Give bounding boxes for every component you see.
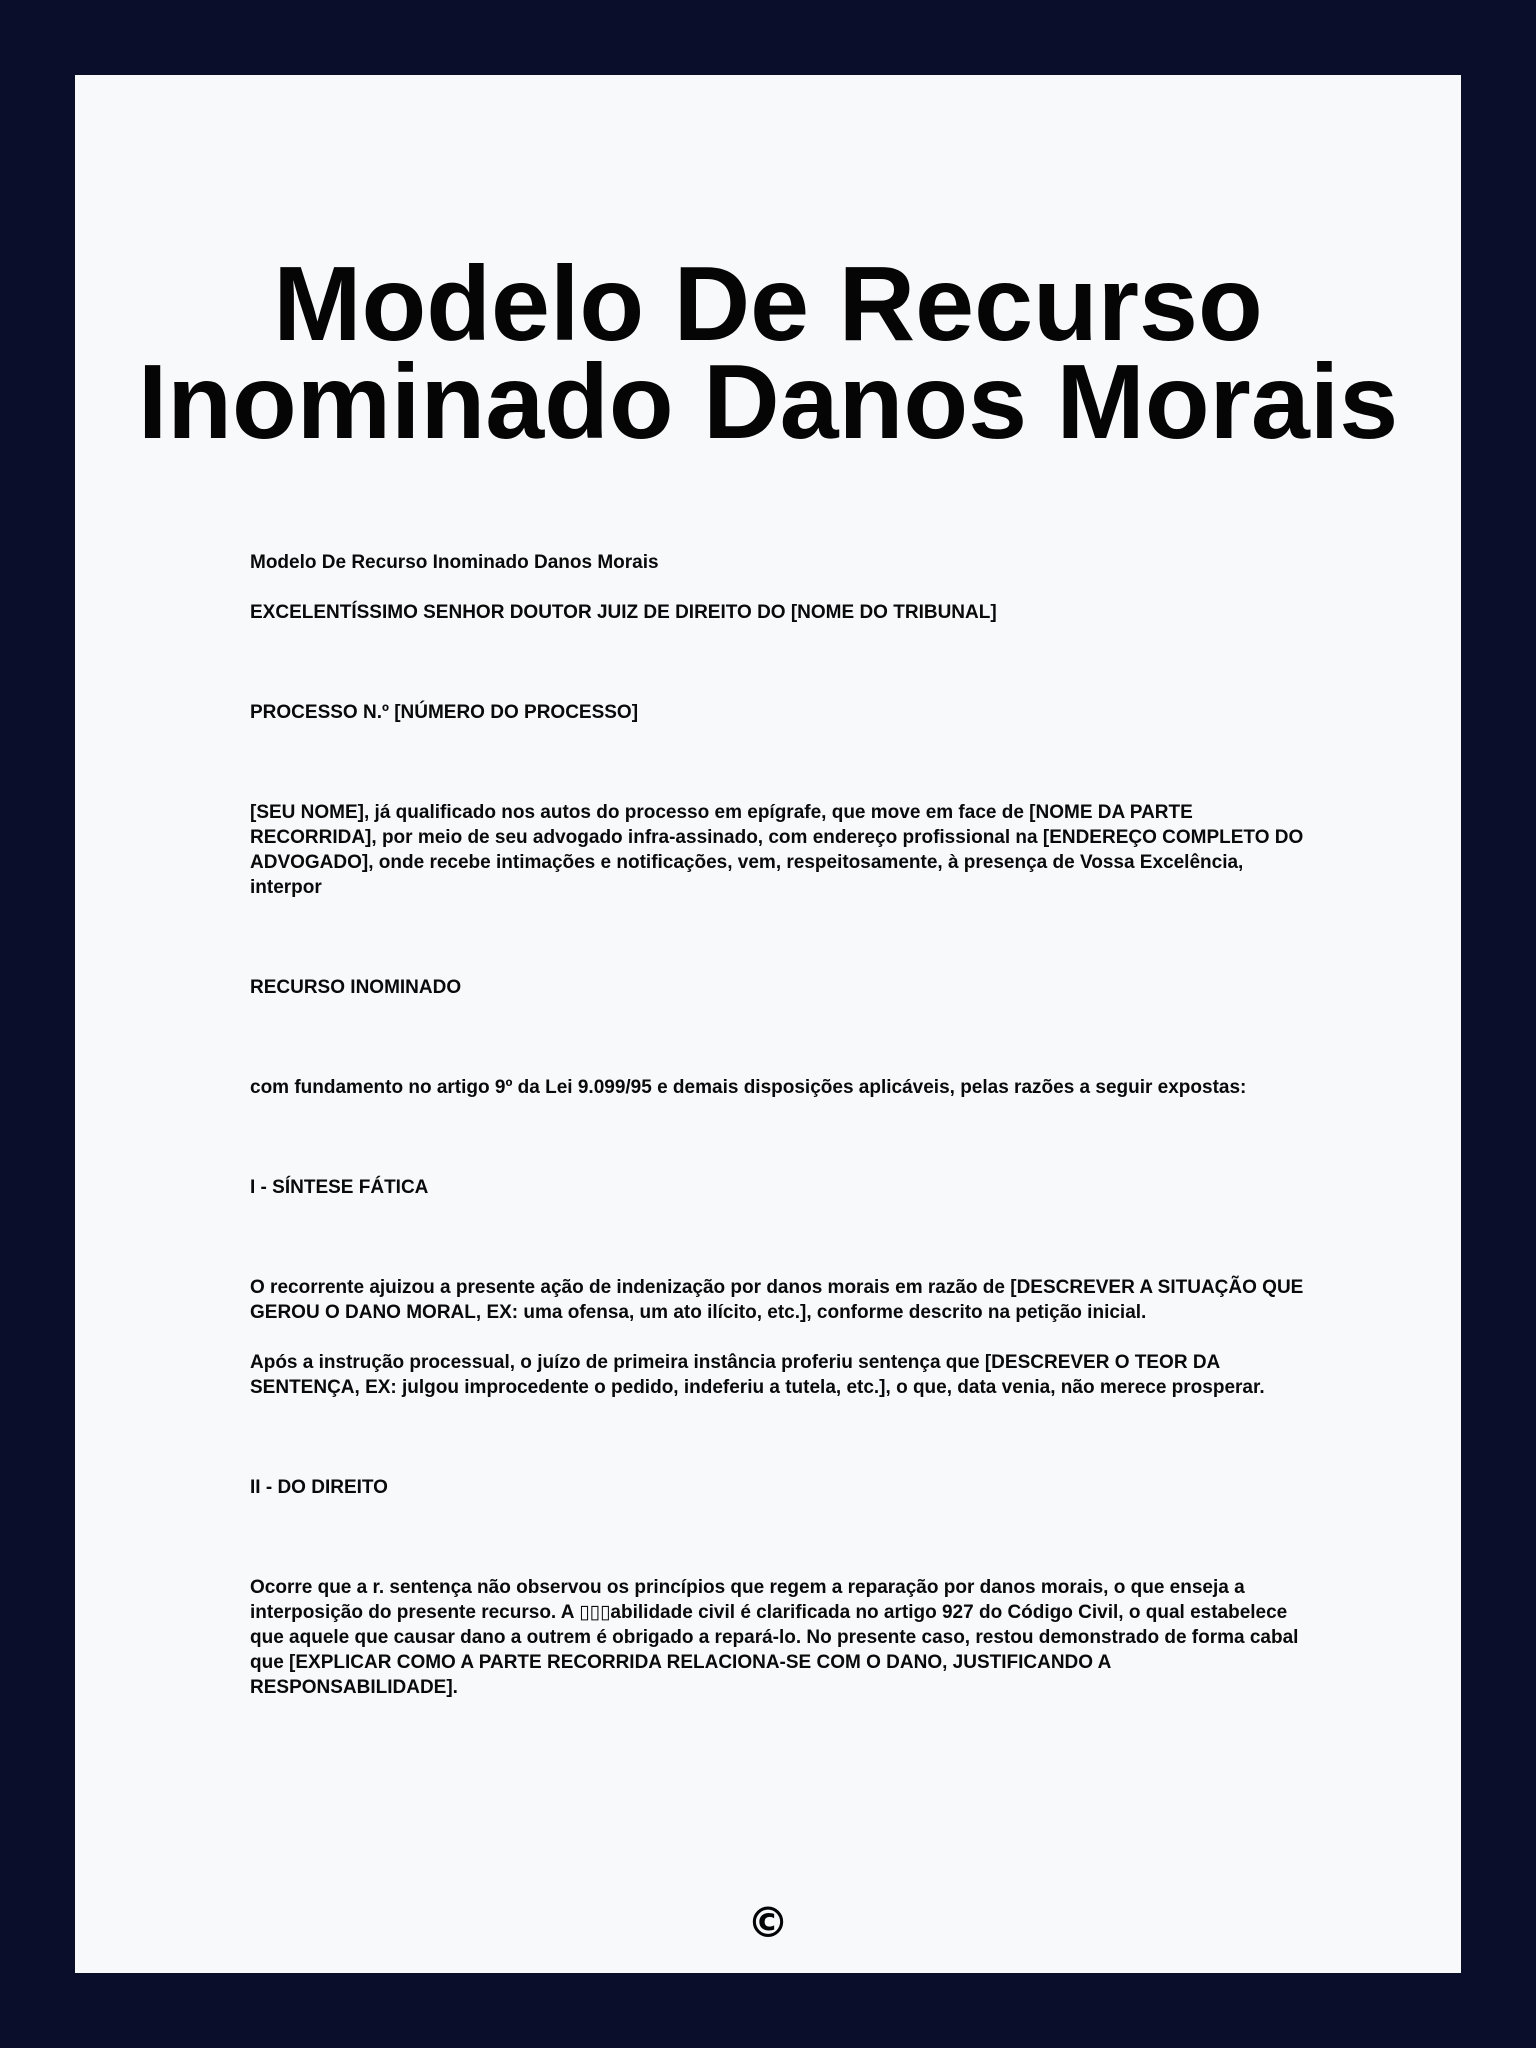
section-heading-facts: I - SÍNTESE FÁTICA bbox=[250, 1177, 429, 1198]
legal-basis: com fundamento no artigo 9º da Lei 9.099/95 e demais disposições aplicáveis, pelas razões a seguir expostas: bbox=[250, 1077, 1247, 1098]
title-line-2: Inominado Danos Morais bbox=[137, 343, 1399, 461]
addressee: EXCELENTÍSSIMO SENHOR DOUTOR JUIZ DE DIREITO DO [NOME DO TRIBUNAL] bbox=[250, 602, 997, 623]
intro-paragraph: [SEU NOME], já qualificado nos autos do processo em epígrafe, que move em face de [NOME DA PARTE RECORRIDA], por meio de seu advogado infra-assinado, com endereço profissional na [ENDEREÇO COMPLETO DO ADVOGADO], onde recebe intimações e notificações, vem, respeitosamente, à presença de Vossa Excelência, interpor bbox=[250, 802, 1304, 898]
copyright-icon: © bbox=[747, 1898, 789, 1947]
document-page bbox=[75, 75, 1461, 1973]
doc-heading: Modelo De Recurso Inominado Danos Morais bbox=[250, 552, 659, 573]
process-number: PROCESSO N.º [NÚMERO DO PROCESSO] bbox=[250, 702, 639, 723]
document-body bbox=[250, 550, 1310, 1700]
document-title bbox=[75, 245, 1461, 461]
facts-paragraph-2: Após a instrução processual, o juízo de primeira instância proferiu sentença que [DESCREVER O TEOR DA SENTENÇA, EX: julgou improcedente o pedido, indeferiu a tutela, etc.], o que, data venia, não merece prosperar. bbox=[250, 1352, 1265, 1398]
title-line-1: Modelo De Recurso bbox=[273, 245, 1263, 363]
section-heading-law: II - DO DIREITO bbox=[250, 1477, 388, 1498]
law-paragraph-1: Ocorre que a r. sentença não observou os princípios que regem a reparação por danos morais, o que enseja a interposição do presente recurso. A ▯▯▯abilidade civil é clarificada no artigo 927 do Código Civil, o qual estabelece que aquele que causar dano a outrem é obrigado a repará-lo. No presente caso, restou demonstrado de forma cabal que [EXPLICAR COMO A PARTE RECORRIDA RELACIONA-SE COM O DANO, JUSTIFICANDO A RESPONSABILIDADE]. bbox=[250, 1577, 1299, 1698]
facts-paragraph-1: O recorrente ajuizou a presente ação de indenização por danos morais em razão de [DESCREVER A SITUAÇÃO QUE GEROU O DANO MORAL, EX: uma ofensa, um ato ilícito, etc.], conforme descrito na petição inicial. bbox=[250, 1277, 1304, 1323]
appeal-type: RECURSO INOMINADO bbox=[250, 977, 462, 998]
